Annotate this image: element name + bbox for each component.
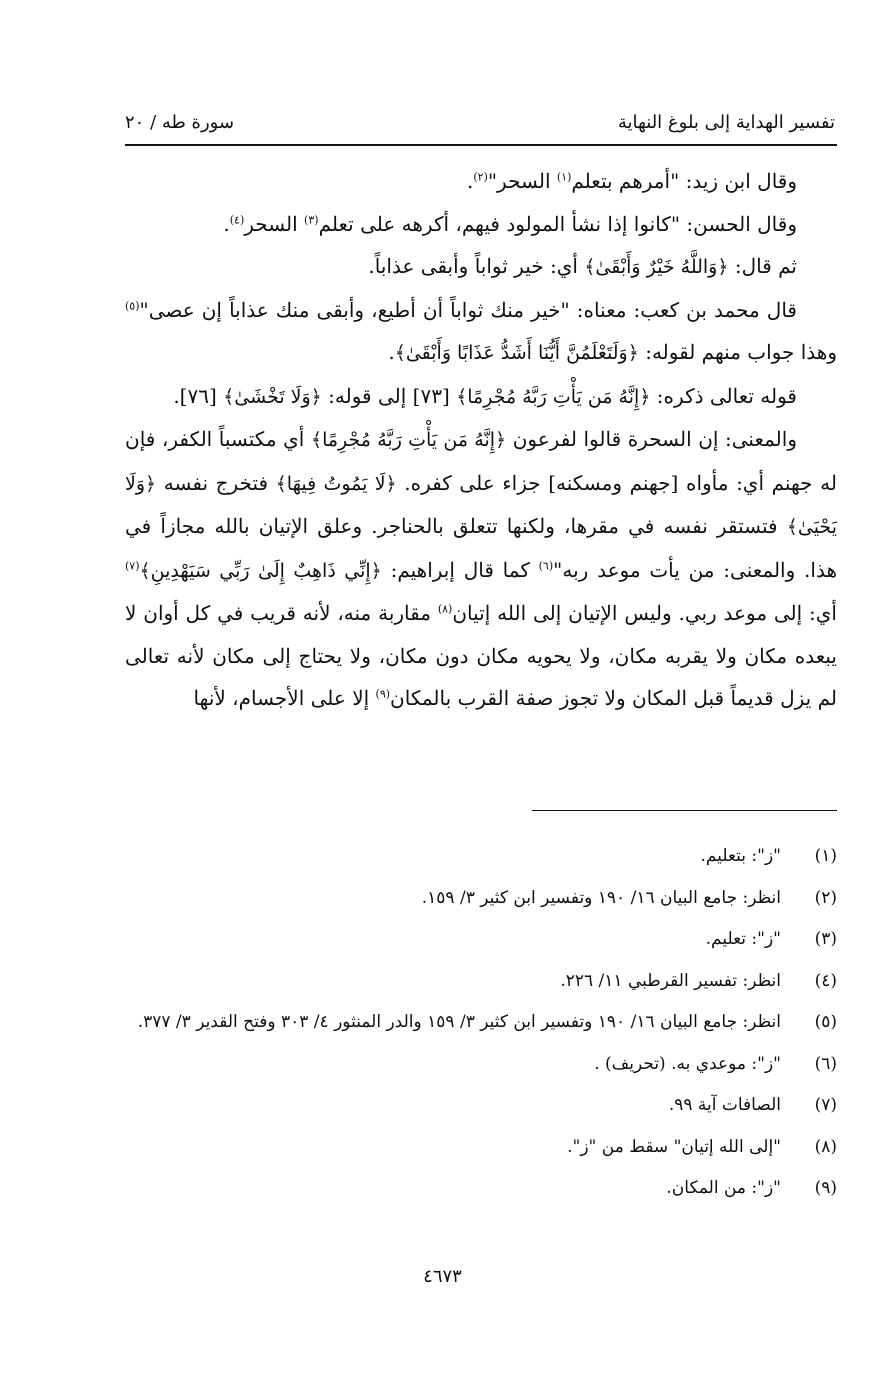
- paragraph-hasan: [125, 203, 837, 246]
- footnote-number: (٧): [814, 1095, 837, 1115]
- footnote-ref: (١): [556, 170, 572, 184]
- footnote-item: [125, 961, 837, 1003]
- header-divider: [125, 144, 837, 146]
- quran-verse: ﴿إِنِّي ذَاهِبٌ إِلَىٰ رَبِّي سَيَهْدِينِ﴾: [139, 559, 382, 582]
- text-span: إلا على الأجسام، لأنها: [193, 686, 376, 710]
- text-span: .: [466, 169, 474, 193]
- text-span: السحر": [487, 169, 557, 193]
- running-header: [125, 100, 835, 144]
- text-span: فتستقر نفسه في مقرها، ولكنها تتعلق بالحناجر. وعلق الإتيان بالله مجازاً في هذا. والمعنى: من يأت موعد ربه": [125, 514, 838, 582]
- footnote-text: انظر: تفسير القرطبي ١١/ ٢٢٦.: [560, 970, 781, 991]
- footnote-item: [125, 1168, 837, 1210]
- text-span: كما قال إبراهيم:: [381, 557, 539, 582]
- footnote-text: الصافات آية ٩٩.: [668, 1095, 781, 1115]
- footnote-ref: (٤): [229, 212, 245, 226]
- footnote-text: "ز": بتعليم.: [700, 846, 781, 866]
- text-span: .: [223, 211, 230, 236]
- text-span: أي مكتسباً الكفر، فإن له جهنم أي: مأواه [جهنم ومسكنه] جزاء على كفره.: [125, 427, 837, 495]
- footnote-ref: (٢): [473, 170, 488, 184]
- footnote-number: (٦): [814, 1053, 837, 1074]
- paragraph-verse-heading: [125, 375, 837, 419]
- footnote-number: (٥): [814, 1012, 837, 1032]
- text-span: وهذا جواب منهم لقوله:: [638, 340, 837, 364]
- footnote-number: (١): [814, 846, 837, 866]
- quran-verse: ﴿إِنَّهُ مَن يَأْتِ رَبَّهُ مُجْرِمًا﴾: [310, 429, 507, 451]
- text-span: وقال ابن زيد: "أمرهم بتعلم: [571, 169, 797, 193]
- footnote-ref: (٧): [125, 558, 140, 572]
- footnote-ref: (٣): [304, 212, 319, 226]
- footnote-text: انظر: جامع البيان ١٦/ ١٩٠ وتفسير ابن كثير ٣/ ١٥٩ والدر المنثور ٤/ ٣٠٣ وفتح القدير ٣/ ٣٧٧.: [137, 1012, 781, 1032]
- footnote-text: "ز": موعدي به. (تحريف) .: [594, 1053, 781, 1074]
- footnotes: [125, 836, 837, 1210]
- footnote-number: (٨): [814, 1136, 837, 1157]
- text-span: أي: إلى موعد ربي. وليس الإتيان إلى الله إتيان: [452, 601, 837, 625]
- footnote-number: (٢): [814, 887, 837, 908]
- footnote-item: [125, 836, 837, 878]
- footnote-number: (٣): [814, 929, 837, 949]
- footnote-ref: (٥): [125, 298, 140, 312]
- paragraph-ibn-zayd: [125, 160, 837, 203]
- footnote-number: (٩): [814, 1178, 837, 1198]
- text-span: فتخرج نفسه: [156, 470, 276, 495]
- footnote-item: [125, 1044, 837, 1086]
- footnote-item: [125, 1085, 837, 1127]
- footnote-number: (٤): [814, 970, 837, 991]
- text-span: .: [388, 340, 395, 364]
- text-span: والمعنى: إن السحرة قالوا لفرعون: [506, 427, 797, 451]
- footnote-ref: (٩): [375, 687, 391, 701]
- quran-verse: ﴿وَلَا تَخْشَىٰ﴾: [223, 385, 322, 408]
- footnote-ref: (٦): [538, 558, 554, 572]
- footnote-text: "إلى الله إتيان" سقط من "ز".: [567, 1136, 781, 1157]
- text-span: [٧٣] إلى قوله:: [321, 383, 457, 408]
- surah-label: سورة طه / ٢٠: [125, 111, 235, 133]
- paragraph-then-said: [125, 245, 837, 289]
- footnote-divider: [532, 810, 837, 811]
- main-text: [125, 160, 837, 720]
- page-number: ٤٦٧٣: [423, 1266, 462, 1287]
- footnote-text: "ز": تعليم.: [705, 929, 781, 949]
- book-title: تفسير الهداية إلى بلوغ النهاية: [617, 111, 835, 133]
- text-span: وقال الحسن: "كانوا إذا نشأ المولود فيهم، أكرهه على تعلم: [318, 211, 797, 236]
- paragraph-muhammad-ibn-kab: [125, 289, 837, 375]
- footnote-text: "ز": من المكان.: [666, 1178, 781, 1198]
- footnote-item: [125, 878, 837, 920]
- quran-verse: ﴿لَا يَمُوتُ فِيهَا﴾: [275, 472, 397, 495]
- quran-verse: ﴿إِنَّهُ مَن يَأْتِ رَبَّهُ مُجْرِمًا﴾: [456, 385, 651, 408]
- quran-verse: ﴿وَاللَّهُ خَيْرٌ وَأَبْقَىٰ﴾: [584, 256, 729, 278]
- text-span: مقاربة منه، لأنه قريب في كل أوان لا يبعده مكان ولا يقربه مكان، ولا يحويه مكان دون مكان، ولا يحتاج إلى مكان لأنه تعالى لم يزل قديماً قبل المكان ولا تجوز صفة القرب بالمكان: [125, 601, 837, 710]
- text-span: قال محمد بن كعب: معناه: "خير منك ثواباً أن أطيع، وأبقى منك عذاباً إن عصى": [139, 297, 797, 322]
- text-span: قوله تعالى ذكره:: [650, 383, 797, 408]
- text-span: أي: خير ثواباً وأبقى عذاباً.: [368, 254, 585, 278]
- text-span: ثم قال:: [728, 254, 797, 278]
- quran-verse: ﴿وَلَتَعْلَمُنَّ أَيُّنَا أَشَدُّ عَذَابًا وَأَبْقَىٰ﴾: [394, 342, 639, 364]
- text-span: السحر: [244, 211, 305, 236]
- paragraph-meaning: [125, 418, 837, 720]
- footnote-ref: (٨): [437, 602, 453, 616]
- text-span: [٧٦].: [173, 383, 224, 408]
- footnote-item: [125, 919, 837, 961]
- footnote-item: [125, 1002, 837, 1044]
- footnote-text: انظر: جامع البيان ١٦/ ١٩٠ وتفسير ابن كثير ٣/ ١٥٩.: [421, 887, 781, 908]
- footnote-item: [125, 1127, 837, 1169]
- quran-verse: ﴿وَلَا يَحْيَىٰ﴾: [125, 472, 837, 538]
